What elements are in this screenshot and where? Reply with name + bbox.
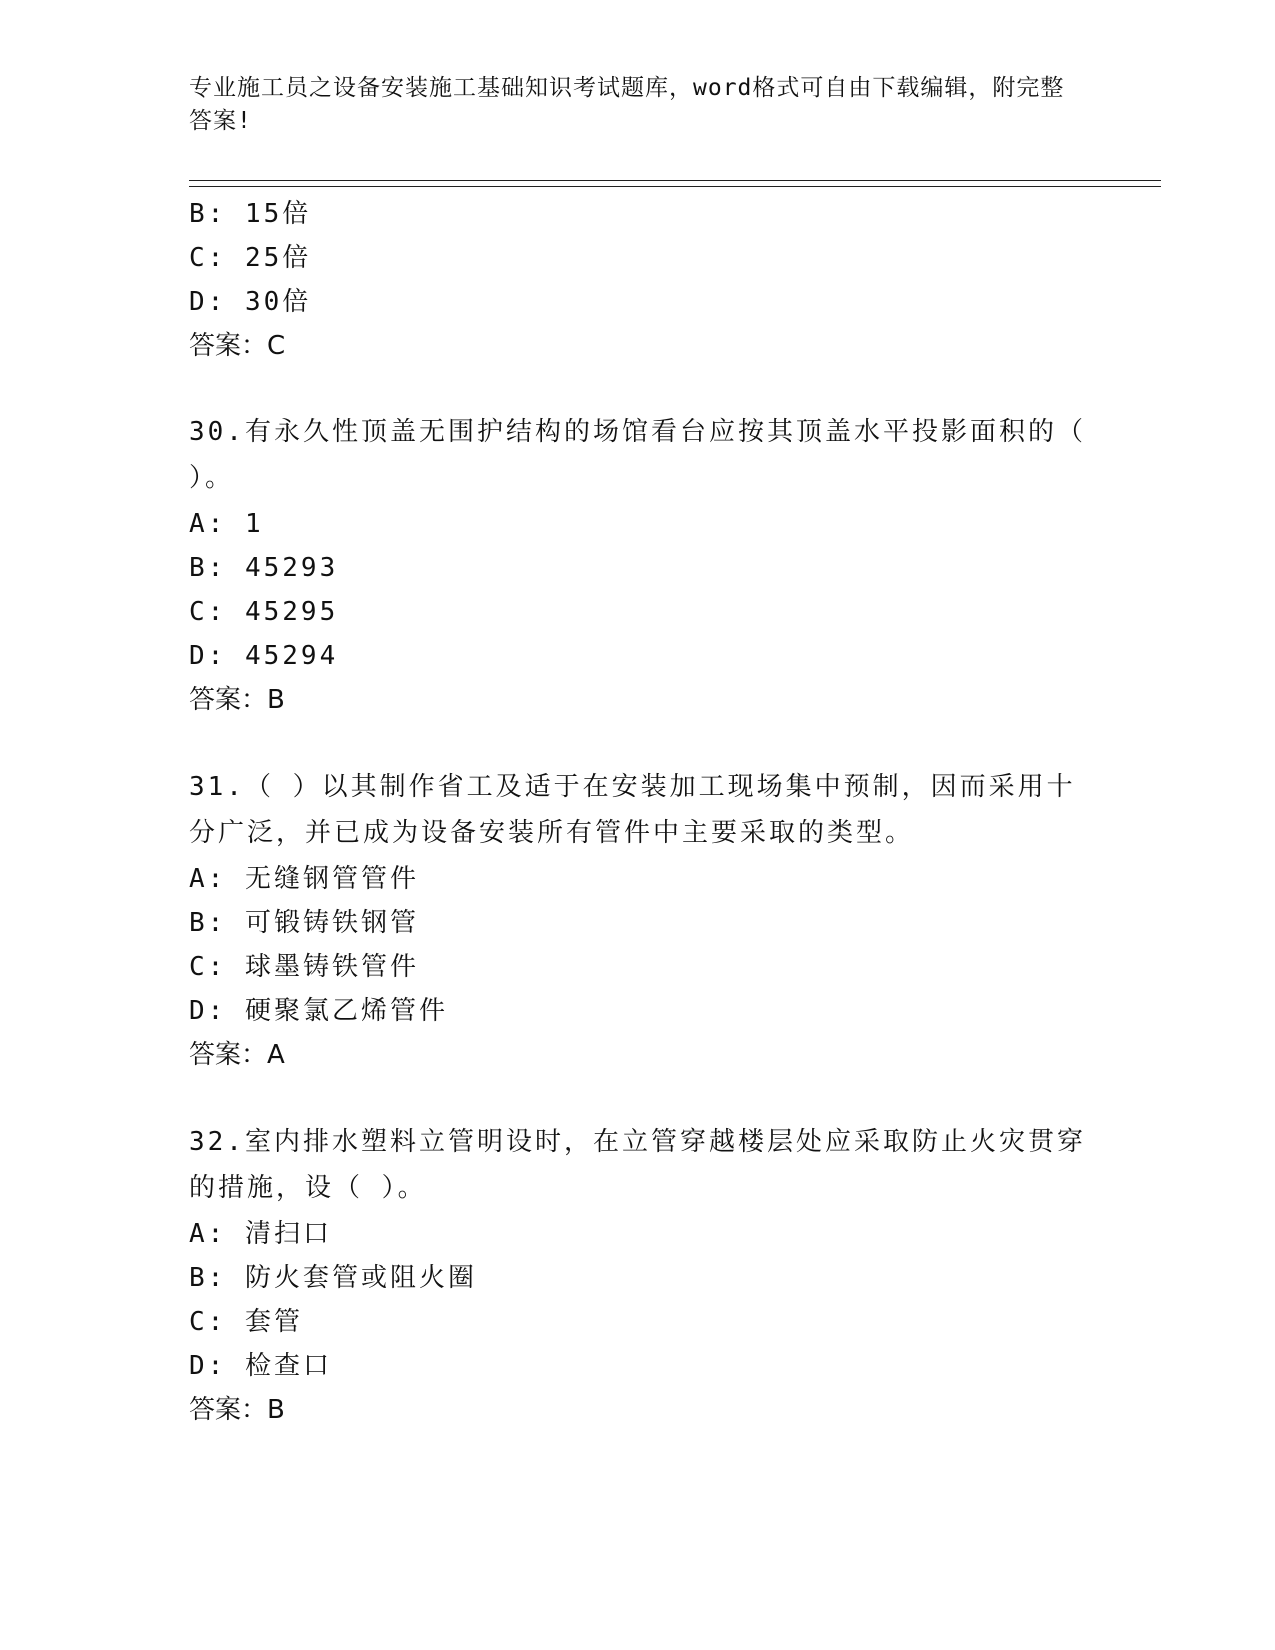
q32-option-c: C: 套管 xyxy=(189,1307,303,1337)
q30-question-text: 30.有永久性顶盖无围护结构的场馆看台应按其顶盖水平投影面积的（ ）。 xyxy=(189,417,1086,493)
q29-option-c: C: 25倍 xyxy=(189,243,312,273)
q30-option-b: B: 45293 xyxy=(189,553,339,583)
q30-option-d: D: 45294 xyxy=(189,641,339,671)
q29-option-b: B: 15倍 xyxy=(189,199,312,229)
q29-answer: 答案：C xyxy=(189,331,286,361)
q32-option-d: D: 检查口 xyxy=(189,1351,332,1381)
q30-option-c: C: 45295 xyxy=(189,597,339,627)
q31-option-b: B: 可锻铸铁钢管 xyxy=(189,908,419,938)
q30-question xyxy=(189,409,1089,501)
q31-option-d: D: 硬聚氯乙烯管件 xyxy=(189,996,448,1026)
q31-question-text: 31.（ ）以其制作省工及适于在安装加工现场集中预制，因而采用十分广泛，并已成为设备安装所有管件中主要采取的类型。 xyxy=(189,772,1076,848)
q31-option-a: A: 无缝钢管管件 xyxy=(189,864,419,894)
q31-answer: 答案：A xyxy=(189,1040,285,1070)
q31-option-c: C: 球墨铸铁管件 xyxy=(189,952,419,982)
q32-question xyxy=(189,1119,1089,1211)
q32-option-a: A: 清扫口 xyxy=(189,1219,332,1249)
q32-option-b: B: 防火套管或阻火圈 xyxy=(189,1263,477,1293)
q30-option-a: A: 1 xyxy=(189,509,264,539)
document-header: 专业施工员之设备安装施工基础知识考试题库，word格式可自由下载编辑，附完整答案! xyxy=(189,75,1065,134)
q29-option-d: D: 30倍 xyxy=(189,287,312,317)
header-divider xyxy=(189,180,1161,187)
q30-answer: 答案：B xyxy=(189,685,285,715)
q32-question-text: 32.室内排水塑料立管明设时，在立管穿越楼层处应采取防止火灾贯穿的措施，设（ ）。 xyxy=(189,1127,1086,1203)
q32-answer: 答案：B xyxy=(189,1395,285,1425)
q31-question xyxy=(189,764,1089,856)
